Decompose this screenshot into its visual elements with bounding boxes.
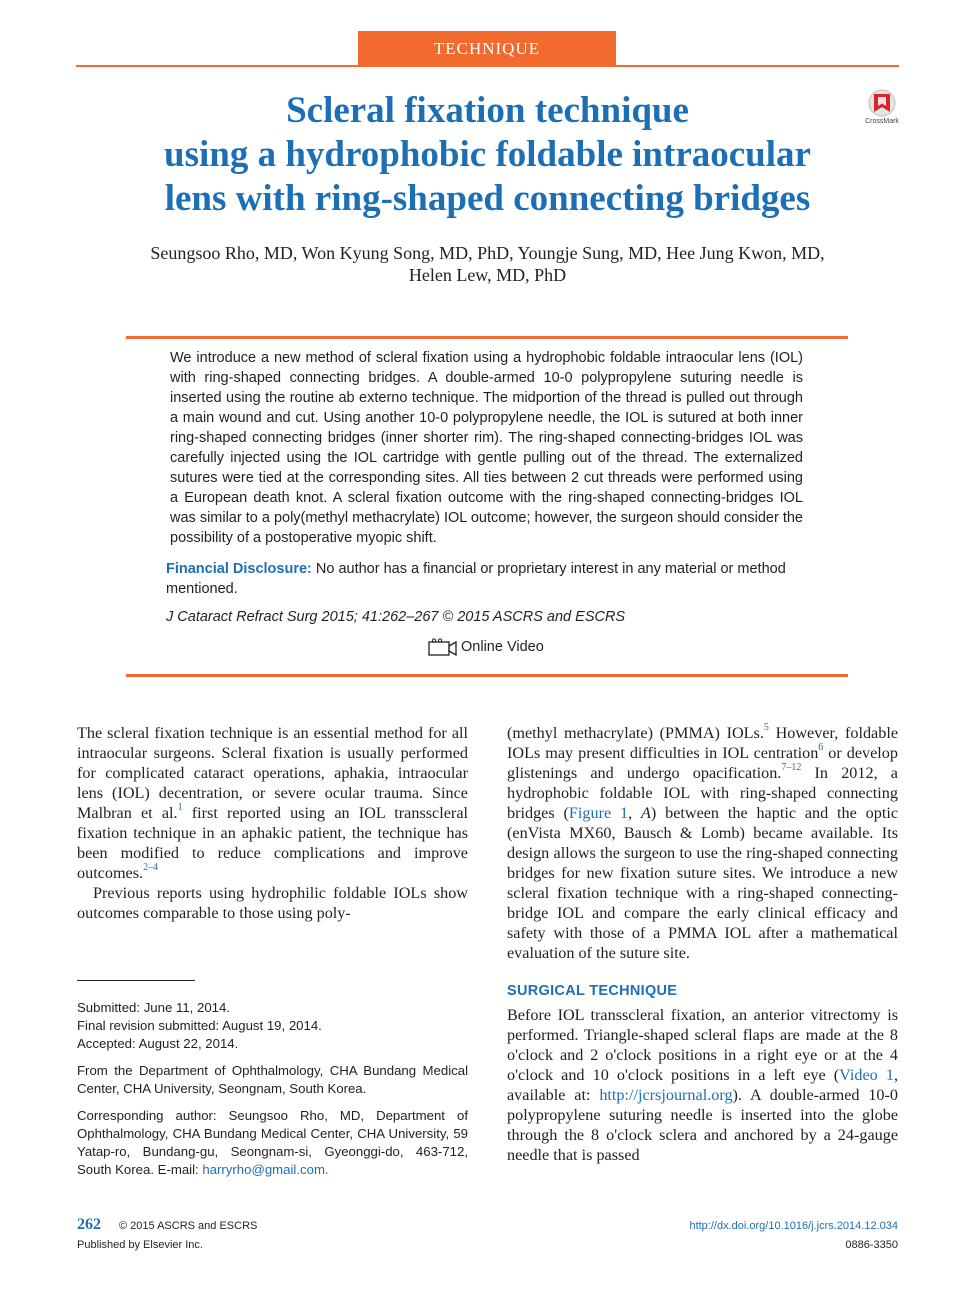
journal-url-link[interactable]: http://jcrsjournal.org — [599, 1086, 733, 1104]
body-paragraph: Before IOL transscleral fixation, an anterior vitrectomy is performed. Triangle-shaped scleral flaps are made at the 8 o'clock and 2 o'clock positions in a right eye or at the 4 o'clock and 10 o'clock positions in a left eye (Video 1, available at: http://jcrsjournal.org). A double-armed 10-0 polypropylene suturing needle is inserted into the globe through the 8 o'clock sclera and anchored by a 24-gauge needle that is passed — [507, 1006, 899, 1164]
financial-disclosure — [166, 559, 808, 599]
intro-paragraph: The scleral fixation technique is an essential method for all intraocular surgeons. Scleral fixation is usually performed for complicated cataract operations, aphakia, intraocular lens (IOL) decentration, or severe ocular trauma. Since Malbran et al.$^1$ first reported using an IOL transscleral fixation technique in an aphakic patient, the technique has been modified to reduce complications and improve outcomes.$^{2-4}$ — [77, 724, 468, 882]
body-paragraph: Previous reports using hydrophilic foldable IOLs show outcomes comparable to those using poly- — [77, 884, 468, 922]
footer-copyright: © 2015 ASCRS and ESCRS — [119, 1220, 258, 1232]
online-video-link[interactable] — [428, 638, 544, 656]
authors-line-2: Helen Lew, MD, PhD — [408, 265, 567, 285]
header-rule — [76, 65, 899, 67]
figure-panel-label: A — [640, 804, 651, 822]
article-title — [90, 89, 885, 221]
disclosure-text: No author has a financial or proprietary interest in any material or method mentioned. — [166, 561, 786, 597]
journal-citation: J Cataract Refract Surg 2015; 41:262–267 © 2015 ASCRS and ESCRS — [166, 609, 626, 625]
issn: 0886-3350 — [845, 1239, 898, 1251]
abstract-bottom-rule — [126, 674, 848, 677]
title-line-2: using a hydrophobic foldable intraocular — [164, 134, 811, 175]
footnotes — [77, 999, 468, 1188]
reference-link[interactable]: 6 — [818, 742, 824, 753]
authors-line-1: Seungsoo Rho, MD, Won Kyung Song, MD, PhD, Youngje Sung, MD, Hee Jung Kwon, MD, — [150, 243, 825, 263]
body-right-column — [507, 723, 898, 1165]
crossmark-label: CrossMark — [865, 118, 899, 125]
body-left-column — [77, 723, 468, 923]
footer-left — [77, 1215, 257, 1255]
affiliation: From the Department of Ophthalmology, CHA Bundang Medical Center, CHA University, Seongnam, South Korea. — [77, 1063, 468, 1096]
figure-link[interactable]: Figure 1 — [568, 804, 629, 822]
abstract-top-rule — [126, 336, 848, 339]
revision-date: Final revision submitted: August 19, 2014. — [77, 1018, 322, 1033]
video-camera-icon — [428, 638, 458, 656]
disclosure-label: Financial Disclosure: — [166, 561, 312, 577]
section-heading: SURGICAL TECHNIQUE — [507, 983, 678, 999]
body-paragraph: (methyl methacrylate) (PMMA) IOLs.$^5$ However, foldable IOLs may present difficulties in IOL centration$^6$ or develop glistenings and undergo opacification.$^{7-12}$ In 2012, a hydrophobic foldable IOL with ring-shaped connecting bridges (Figure 1, A) between the haptic and the optic (enVista MX60, Bausch & Lomb) became available. Its design allows the surgeon to use the ring-shaped connecting bridges for new fixation suture sites. We introduce a new scleral fixation technique with a ring-shaped connecting-bridge IOL and compare the early clinical efficacy and safety with those of a PMMA IOL after a mathematical evaluation of the suture site. — [507, 722, 899, 962]
doi-link[interactable]: http://dx.doi.org/10.1016/j.jcrs.2014.12.034 — [689, 1220, 898, 1232]
abstract-text: We introduce a new method of scleral fixation using a hydrophobic foldable intraocular lens (IOL) with ring-shaped connecting bridges. A double-armed 10-0 polypropylene suturing needle is inserted using the routine ab externo technique. The midportion of the thread is pulled out through a main wound and cut. Using another 10-0 polypropylene needle, the IOL is sutured at both inner ring-shaped connecting bridges (inner shorter rim). The ring-shaped connecting-bridges IOL was carefully injected using the IOL cartridge with gentle pulling out of the thread. The externalized sutures were tied at the corresponding sites. All ties between 2 cut threads were performed using a European death knot. A scleral fixation outcome with the ring-shaped connecting-bridges IOL was similar to a poly(methyl methacrylate) IOL outcome; however, the surgeon should consider the possibility of a postoperative myopic shift. — [170, 350, 803, 546]
submitted-date: Submitted: June 11, 2014. — [77, 1000, 230, 1015]
footer-publisher: Published by Elsevier Inc. — [77, 1239, 203, 1251]
page-number: 262 — [77, 1216, 101, 1233]
reference-link[interactable]: 1 — [177, 802, 183, 813]
title-line-1: Scleral fixation technique — [286, 90, 689, 131]
online-video-label: Online Video — [461, 638, 544, 655]
video-link[interactable]: Video 1 — [839, 1066, 894, 1084]
title-line-3: lens with ring-shaped connecting bridges — [164, 178, 811, 219]
author-email-link[interactable]: harryrho@gmail.com. — [202, 1162, 329, 1177]
footnote-rule — [77, 980, 195, 981]
footer-right — [689, 1217, 898, 1255]
accepted-date: Accepted: August 22, 2014. — [77, 1036, 239, 1051]
section-label: TECHNIQUE — [358, 31, 616, 65]
reference-link[interactable]: 7–12 — [781, 762, 802, 773]
author-list — [90, 242, 885, 286]
reference-link[interactable]: 2–4 — [143, 862, 159, 873]
reference-link[interactable]: 5 — [763, 722, 769, 733]
corresponding-author: Corresponding author: Seungsoo Rho, MD, Department of Ophthalmology, CHA Bundang Medical Center, CHA University, 59 Yatap-ro, Bundang-gu, Seongnam-si, Gyeonggi-do, 463-712, South Korea. E-mail: harryrho@gmail.com. — [77, 1108, 468, 1177]
